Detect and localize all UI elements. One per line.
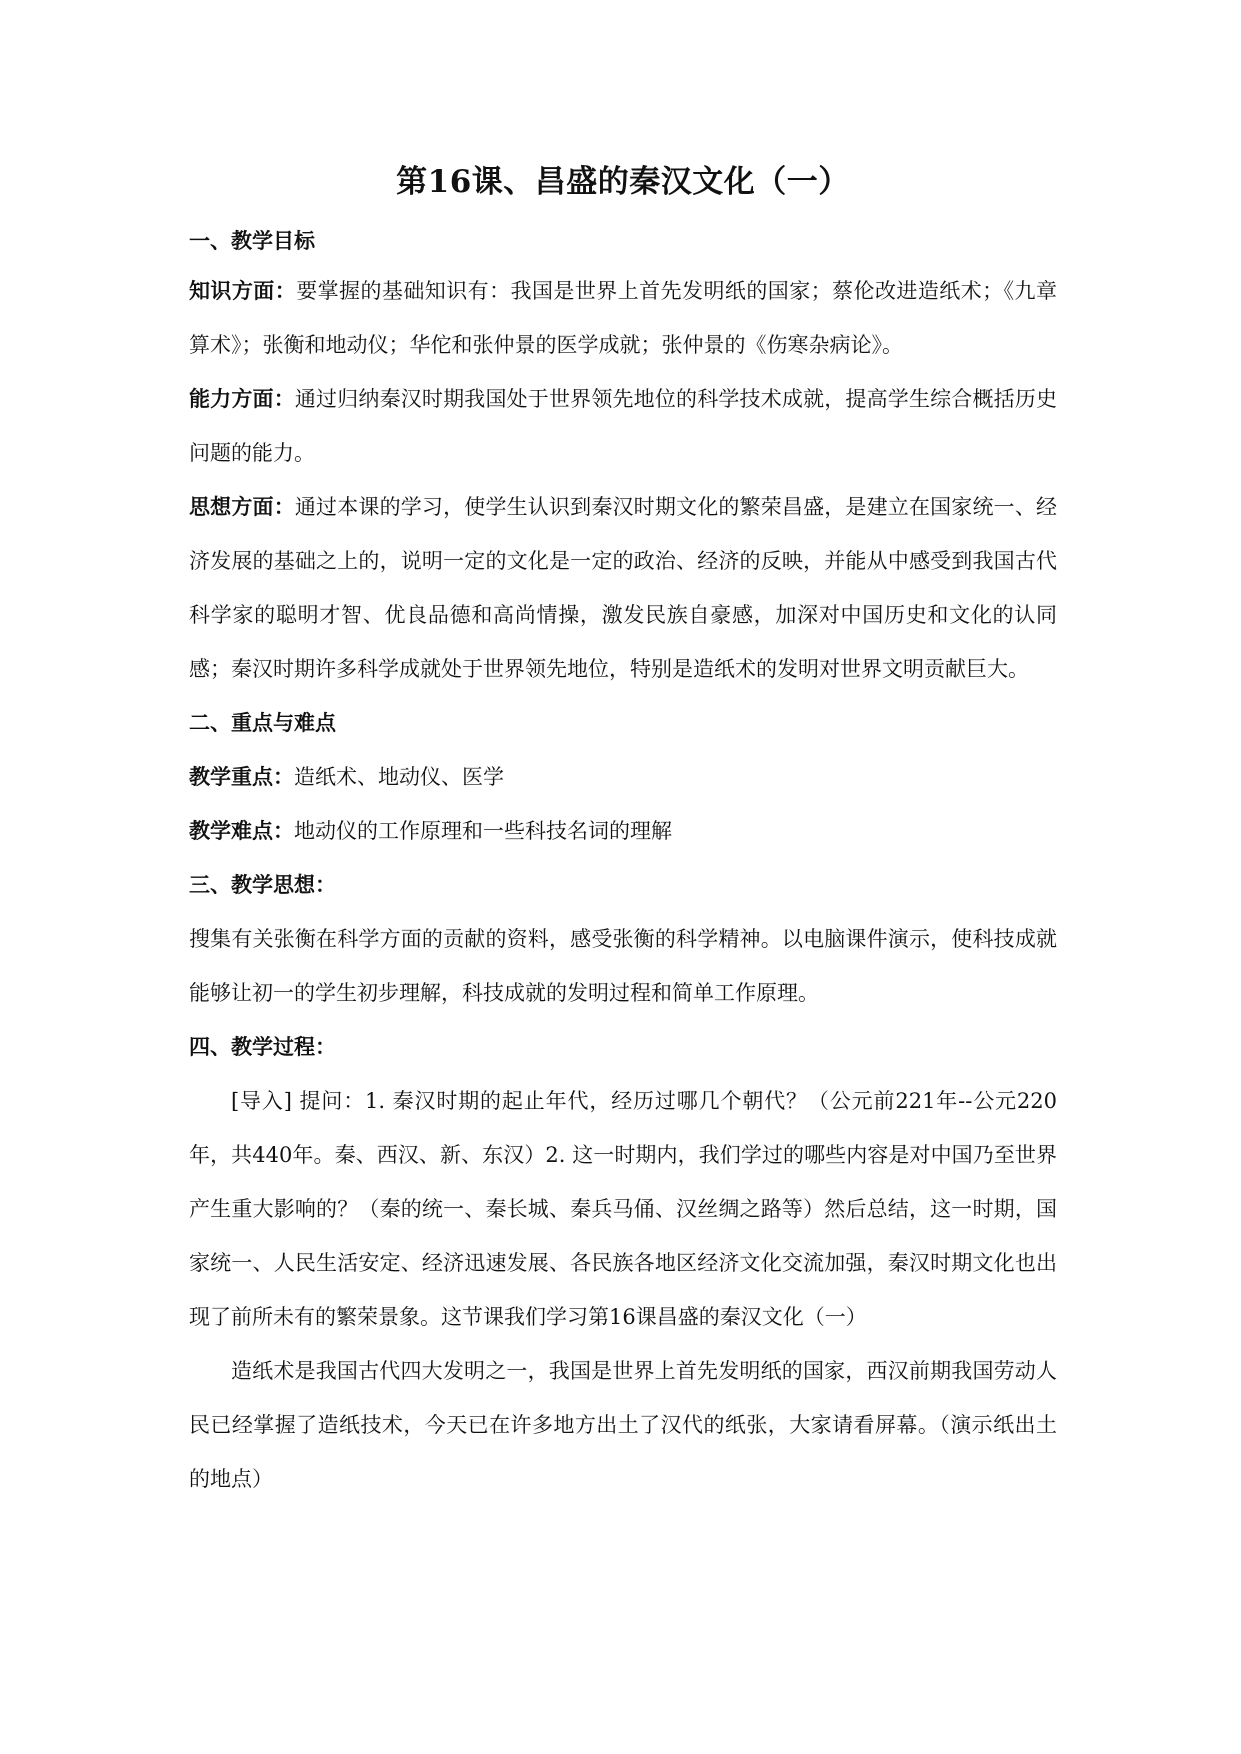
thought-label: 思想方面：	[189, 494, 295, 519]
knowledge-paragraph	[189, 264, 1057, 372]
ability-text: 通过归纳秦汉时期我国处于世界领先地位的科学技术成就，提高学生综合概括历史问题的能力。	[189, 387, 1057, 465]
section-heading-process-text: 四、教学过程：	[189, 1034, 336, 1059]
difficulty-text: 地动仪的工作原理和一些科技名词的理解	[294, 819, 672, 843]
knowledge-label: 知识方面：	[189, 278, 297, 303]
ability-label: 能力方面：	[189, 386, 295, 411]
paper-paragraph: 造纸术是我国古代四大发明之一，我国是世界上首先发明纸的国家，西汉前期我国劳动人民已经掌握了造纸技术，今天已在许多地方出土了汉代的纸张，大家请看屏幕。（演示纸出土的地点）	[189, 1359, 1057, 1491]
section-heading-objectives: 一、教学目标	[189, 228, 315, 253]
section-heading-thought-text: 三、教学思想：	[189, 872, 336, 897]
page-title: 第16课、昌盛的秦汉文化（一）	[396, 164, 850, 200]
teaching-thought-paragraph: 搜集有关张衡在科学方面的贡献的资料，感受张衡的科学精神。以电脑课件演示，使科技成就能够让初一的学生初步理解，科技成就的发明过程和简单工作原理。	[189, 927, 1057, 1005]
key-text: 造纸术、地动仪、医学	[294, 765, 504, 789]
key-paragraph	[189, 750, 1057, 804]
intro-paragraph: [导入] 提问：1. 秦汉时期的起止年代，经历过哪几个朝代？（公元前221年--公元220年，共440年。秦、西汉、新、东汉）2. 这一时期内，我们学过的哪些内容是对中国乃至世界产生重大影响的？（秦的统一、秦长城、秦兵马俑、汉丝绸之路等）然后总结，这一时期，国家统一、人民生活安定、经济迅速发展、各民族各地区经济文化交流加强，秦汉时期文化也出现了前所未有的繁荣景象。这节课我们学习第16课昌盛的秦汉文化（一）	[189, 1089, 1057, 1329]
document-page	[189, 160, 1057, 1506]
difficulty-paragraph	[189, 804, 1057, 858]
difficulty-label: 教学难点：	[189, 818, 294, 843]
section-heading-keypoints-text: 二、重点与难点	[189, 710, 336, 735]
thought-text: 通过本课的学习，使学生认识到秦汉时期文化的繁荣昌盛，是建立在国家统一、经济发展的基础之上的，说明一定的文化是一定的政治、经济的反映，并能从中感受到我国古代科学家的聪明才智、优良品德和高尚情操，激发民族自豪感，加深对中国历史和文化的认同感；秦汉时期许多科学成就处于世界领先地位，特别是造纸术的发明对世界文明贡献巨大。	[189, 495, 1057, 681]
section-heading-thought	[189, 858, 1057, 912]
key-label: 教学重点：	[189, 764, 294, 789]
section-heading-keypoints	[189, 696, 1057, 750]
ability-paragraph	[189, 372, 1057, 480]
knowledge-text: 要掌握的基础知识有：我国是世界上首先发明纸的国家；蔡伦改进造纸术；《九章算术》；张衡和地动仪；华佗和张仲景的医学成就；张仲景的《伤寒杂病论》。	[189, 279, 1057, 357]
section-heading-process	[189, 1020, 1057, 1074]
thought-paragraph	[189, 480, 1057, 696]
